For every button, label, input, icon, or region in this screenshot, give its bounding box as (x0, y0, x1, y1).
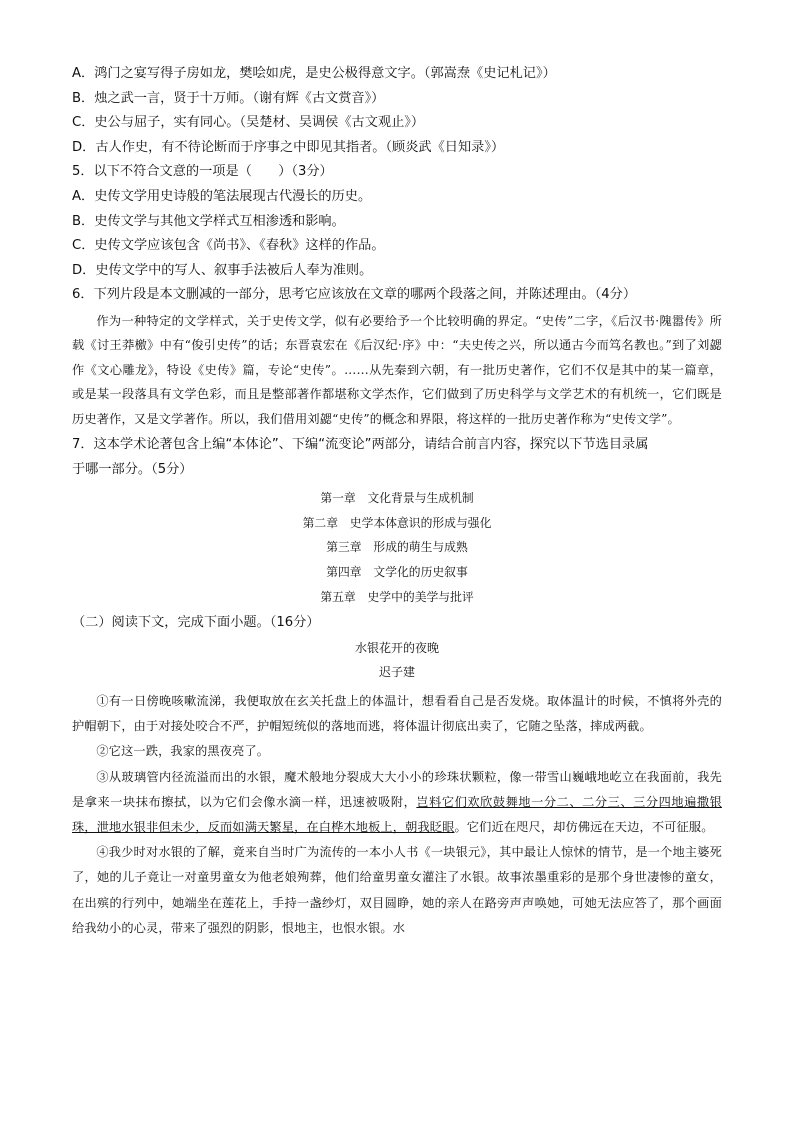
story-body (72, 689, 722, 941)
q4-option-a: A．鸿门之宴写得子房如龙，樊哙如虎，是史公极得意文字。（郭嵩焘《史记札记》） (72, 66, 556, 81)
toc-item: 第三章 形成的萌生与成熟 (326, 540, 468, 555)
q6-passage: 作为一种特定的文学样式，关于史传文学，似有必要给予一个比较明确的界定。“史传”二字，《后汉书·隗嚣传》所载《讨王莽檄》中有“俊引史传”的话；东晋袁宏在《后汉纪·序》中：“夫史传之兴，所以通古今而笃名教也。”到了刘勰作《文心雕龙》，特设《史传》篇，专论“史传”。……从先秦到六朝，有一批历史著作，它们不仅是其中的某一篇章，或是某一段落具有文学色彩，而且是整部著作都堪称文学杰作，它们做到了历史科学与文学艺术的有机统一，它们既是历史著作，又是文学著作。所以，我们借用刘勰“史传”的概念和界限，将这样的一批历史著作称为“史传文学”。 (72, 313, 722, 426)
toc-item: 第四章 文学化的历史叙事 (326, 564, 468, 579)
story-author: 迟子建 (378, 665, 415, 680)
paragraph-3-end: 。它们近在咫尺，却仿佛远在天边，不可征服。 (454, 819, 714, 834)
q5-option-c: C．史传文学应该包含《尚书》、《春秋》这样的作品。 (72, 238, 385, 254)
q5-option-d: D．史传文学中的写人、叙事手法被后人奉为准则。 (72, 262, 373, 278)
paragraph-2: ②它这一跌，我家的黑夜亮了。 (96, 744, 270, 759)
toc-item: 第二章 史学本体意识的形成与强化 (302, 515, 492, 530)
q7-stem-line2: 于哪一部分。（5分） (72, 461, 193, 477)
q7-stem-line1: 7．这本学术论著包含上编“本体论”、下编“流变论”两部分，请结合前言内容，探究以下节选目录属 (72, 436, 649, 452)
table-of-contents (72, 486, 722, 609)
q5-stem: 5．以下不符合文意的一项是（ ）（3分） (72, 164, 333, 180)
paragraph-4: ④我少时对水银的了解，竟来自当时广为流传的一本小人书《一块银元》，其中最让人惊怵的情节，是一个地主婆死了，她的儿子竟让一对童男童女为他老娘殉葬，他们给童男童女灌注了水银。故事浓墨重彩的是那个身世凄惨的童女，在出殡的行列中，她端坐在莲花上，手持一盏纱灯，双目圆睁，她的亲人在路旁声声唤她，可她无法应答了，那个画面给我幼小的心灵，带来了强烈的阴影，恨地主，也恨水银。水 (72, 845, 722, 935)
q4-option-c: C．史公与屈子，实有同心。（吴楚材、吴调侯《古文观止》） (72, 115, 425, 131)
q5-option-b: B．史传文学与其他文学样式互相渗透和影响。 (72, 213, 345, 229)
q4-option-b: B．烛之武一言，贤于十万师。（谢有辉《古文赏音》） (72, 90, 385, 106)
q5-option-a: A．史传文学用史诗般的笔法展现古代漫长的历史。 (72, 188, 372, 204)
story-title: 水银花开的夜晚 (354, 640, 439, 655)
paragraph-1: ①有一日傍晚咳嗽流涕，我便取放在玄关托盘上的体温计，想看看自己是否发烧。取体温计的时候，不慎将外壳的护帽朝下，由于对接处咬合不严，护帽短统似的落地而逃，将体温计彻底出卖了，它随之坠落，摔成两截。 (72, 693, 722, 734)
q4-option-d: D．古人作史，有不待论断而于序事之中即见其指者。（顾炎武《日知录》） (72, 139, 505, 155)
section-heading: （二）阅读下文，完成下面小题。（16分） (72, 615, 320, 631)
underlined-sentence: 岂料它们欢欣鼓舞地一分二、二分三、三分四地遍撒银珠，泄地水银非但未少，反而如满天繁星，在白桦木地板上，朝我眨眼 (72, 794, 722, 834)
exam-page (72, 62, 722, 941)
paragraph-3 (72, 765, 722, 841)
paragraph-3-text: ③从玻璃管内径流溢而出的水银，魔术般地分裂成大大小小的珍珠状颗粒，像一带雪山巍峨地屹立在我面前，我先是拿来一块抹布擦拭，以为它们会像水滴一样，迅速被吸附， (72, 769, 722, 809)
toc-item: 第五章 史学中的美学与批评 (320, 589, 474, 604)
q6-stem: 6．下列片段是本文删减的一部分，思考它应该放在文章的哪两个段落之间，并陈述理由。（4分） (72, 287, 637, 303)
toc-item: 第一章 文化背景与生成机制 (320, 491, 474, 506)
